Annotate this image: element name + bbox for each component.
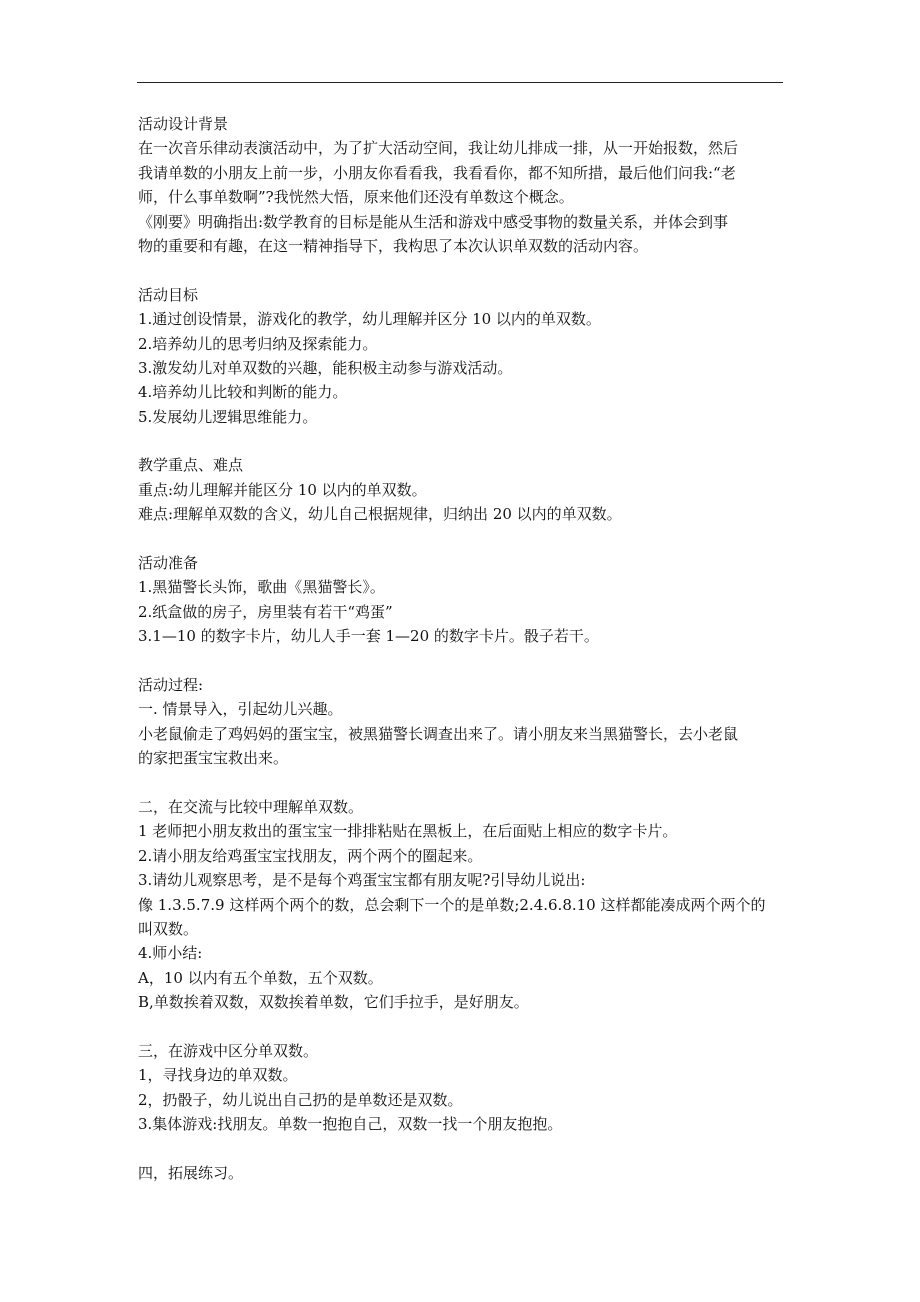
spacer	[138, 771, 788, 795]
list-item: 4.培养幼儿比较和判断的能力。	[138, 383, 348, 402]
list-item: 1 老师把小朋友救出的蛋宝宝一排排粘贴在黑板上，在后面贴上相应的数字卡片。	[138, 822, 678, 841]
paragraph-line: 小老鼠偷走了鸡妈妈的蛋宝宝，被黑猫警长调查出来了。请小朋友来当黑猫警长，去小老鼠	[138, 724, 739, 743]
section-process	[138, 673, 788, 771]
section-heading: 活动设计背景	[138, 115, 229, 133]
section-game	[138, 1039, 788, 1137]
spacer	[138, 1014, 788, 1038]
list-item: A，10 以内有五个单数，五个双数。	[138, 968, 383, 987]
section-heading: 活动过程:	[138, 675, 204, 694]
list-item: 3.集体游戏:找朋友。单数一抱抱自己，双数一找一个朋友抱抱。	[138, 1115, 563, 1134]
list-item: 一. 情景导入，引起幼儿兴趣。	[138, 700, 343, 719]
list-item: B,单数挨着双数，双数挨着单数，它们手拉手，是好朋友。	[138, 993, 529, 1012]
list-item: 1.通过创设情景，游戏化的教学，幼儿理解并区分 10 以内的单双数。	[138, 310, 601, 329]
section-compare	[138, 795, 788, 1015]
list-item: 2.请小朋友给鸡蛋宝宝找朋友，两个两个的圈起来。	[138, 846, 483, 865]
document-body	[138, 112, 788, 1185]
list-item: 难点:理解单双数的含义，幼儿自己根据规律，归纳出 20 以内的单双数。	[138, 505, 622, 524]
list-item: 2，扔骰子，幼儿说出自己扔的是单数还是双数。	[138, 1090, 463, 1109]
section-extension	[138, 1161, 788, 1185]
spacer	[138, 258, 788, 282]
spacer	[138, 1136, 788, 1160]
section-heading: 活动准备	[138, 554, 199, 573]
section-heading: 教学重点、难点	[138, 456, 244, 475]
section-heading: 三，在游戏中区分单双数。	[138, 1041, 319, 1060]
list-item: 2.纸盒做的房子，房里装有若干“鸡蛋”	[138, 602, 393, 621]
list-item: 3.1—10 的数字卡片，幼儿人手一套 1—20 的数字卡片。骰子若干。	[138, 627, 599, 646]
paragraph-line: 《刚要》明确指出:数学教育的目标是能从生活和游戏中感受事物的数量关系，并体会到事	[138, 212, 729, 231]
section-key-points	[138, 453, 788, 526]
list-item: 重点:幼儿理解并能区分 10 以内的单双数。	[138, 480, 427, 499]
list-item: 2.培养幼儿的思考归纳及探索能力。	[138, 334, 378, 353]
spacer	[138, 527, 788, 551]
paragraph-line: 物的重要和有趣，在这一精神指导下，我构思了本次认识单双数的活动内容。	[138, 236, 649, 255]
section-heading: 活动目标	[138, 285, 199, 304]
section-heading: 二，在交流与比较中理解单双数。	[138, 797, 364, 816]
section-background	[138, 112, 788, 258]
section-heading: 四，拓展练习。	[138, 1163, 244, 1182]
spacer	[138, 429, 788, 453]
section-goals	[138, 283, 788, 429]
list-item: 3.请幼儿观察思考，是不是每个鸡蛋宝宝都有朋友呢?引导幼儿说出:	[138, 871, 586, 890]
paragraph-line: 师，什么事单数啊”?我恍然大悟，原来他们还没有单数这个概念。	[138, 188, 574, 207]
list-item: 5.发展幼儿逻辑思维能力。	[138, 407, 318, 426]
paragraph-line: 的家把蛋宝宝救出来。	[138, 749, 289, 768]
paragraph-line: 在一次音乐律动表演活动中，为了扩大活动空间，我让幼儿排成一排，从一开始报数，然后	[138, 139, 739, 158]
paragraph-line: 像 1.3.5.7.9 这样两个两个的数，总会剩下一个的是单数;2.4.6.8.10 这样都能凑成两个两个的	[138, 895, 766, 914]
list-item: 3.激发幼儿对单双数的兴趣，能积极主动参与游戏活动。	[138, 358, 513, 377]
header-rule	[137, 82, 783, 83]
list-item: 1，寻找身边的单双数。	[138, 1066, 298, 1085]
paragraph-line: 叫双数。	[138, 919, 199, 938]
paragraph-line: 我请单数的小朋友上前一步，小朋友你看看我，我看看你，都不知所措，最后他们问我:“老	[138, 163, 736, 182]
section-preparation	[138, 551, 788, 649]
spacer	[138, 649, 788, 673]
list-item: 1.黑猫警长头饰，歌曲《黑猫警长》。	[138, 578, 385, 597]
list-item: 4.师小结:	[138, 944, 203, 963]
